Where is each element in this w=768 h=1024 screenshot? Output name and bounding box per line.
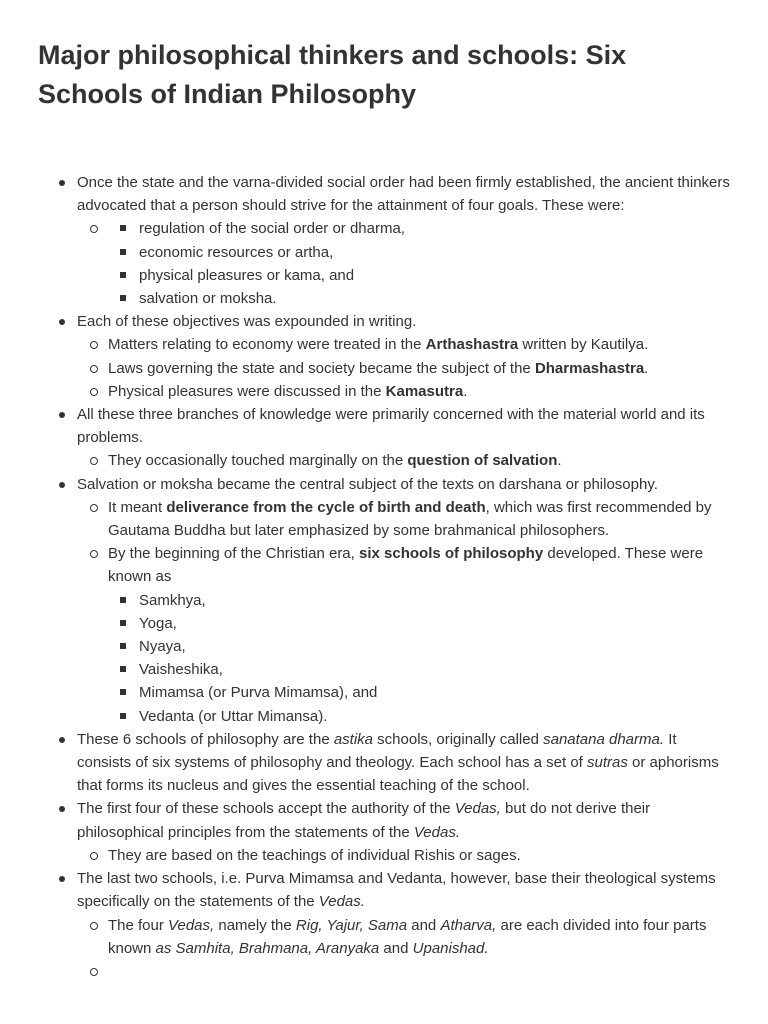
list-item	[38, 403, 730, 473]
sub-list	[77, 496, 730, 728]
item-text: Once the state and the varna-divided social order had been firmly established, the ancient thinkers advocated that a person should strive for the attainment of four goals. These were:	[77, 174, 730, 215]
bold-term: question of salvation	[407, 452, 558, 470]
main-list	[38, 171, 730, 983]
italic-term: sanatana dharma.	[543, 730, 665, 748]
sub-item: Physical pleasures were discussed in the Kamasutra.	[77, 380, 730, 403]
school-item: Samkhya,	[108, 589, 730, 612]
item-text: All these three branches of knowledge were primarily concerned with the material world and its problems.	[77, 406, 705, 447]
school-item: Vaisheshika,	[108, 658, 730, 681]
sub-item: The four Vedas, namely the Rig, Yajur, Sama and Atharva, are each divided into four parts known as Samhita, Brahmana, Aranyaka and Upanishad.	[77, 914, 730, 960]
bold-term: Kamasutra	[385, 382, 464, 400]
sub-list	[77, 914, 730, 984]
sub-item: It meant deliverance from the cycle of birth and death, which was first recommended by Gautama Buddha but later emphasized by some brahmanical philosophers.	[77, 496, 730, 542]
item-text: Each of these objectives was expounded in writing.	[77, 313, 417, 331]
item-text: Salvation or moksha became the central subject of the texts on darshana or philosophy.	[77, 475, 658, 493]
page-title: Major philosophical thinkers and schools: Six Schools of Indian Philosophy	[38, 40, 627, 109]
sub-item: Matters relating to economy were treated in the Arthashastra written by Kautilya.	[77, 333, 730, 356]
italic-term: Vedas,	[454, 800, 501, 818]
bold-term: Dharmashastra	[534, 359, 645, 377]
schools-list	[108, 589, 730, 728]
italic-term: astika	[333, 730, 374, 748]
empty-sub-item	[77, 960, 730, 983]
bold-term: six schools of philosophy	[359, 545, 544, 563]
sub-item: They occasionally touched marginally on the question of salvation.	[77, 449, 730, 472]
goals-list	[108, 217, 730, 310]
list-item: These 6 schools of philosophy are the astika schools, originally called sanatana dharma. It consists of six systems of philosophy and theology. Each school has a set of sutras or aphorisms that forms its nucleus and gives the essential teaching of the school.	[38, 728, 730, 798]
list-item: The first four of these schools accept the authority of the Vedas, but do not derive their philosophical principles from the statements of the Vedas. They are based on the teachings of individual Rishis or sages.	[38, 797, 730, 867]
bold-term: Arthashastra	[425, 336, 519, 354]
sub-list	[77, 844, 730, 867]
italic-term: sutras	[587, 754, 628, 772]
italic-term: Vedas.	[318, 893, 365, 911]
goal-item: regulation of the social order or dharma,	[108, 217, 730, 240]
sub-item: By the beginning of the Christian era, six schools of philosophy developed. These were known as Samkhya, Yoga, Nyaya, Vaisheshika, Mimamsa (or Purva Mimamsa), and Vedanta (or Uttar Mimansa).	[77, 542, 730, 728]
italic-term: Vedas.	[413, 823, 460, 841]
article-body	[38, 171, 730, 983]
goal-item: physical pleasures or kama, and	[108, 264, 730, 287]
sub-item: They are based on the teachings of individual Rishis or sages.	[77, 844, 730, 867]
school-item: Vedanta (or Uttar Mimansa).	[108, 705, 730, 728]
sub-list	[77, 449, 730, 472]
school-item: Yoga,	[108, 612, 730, 635]
list-item	[38, 171, 730, 310]
goal-item: salvation or moksha.	[108, 287, 730, 310]
list-item	[38, 310, 730, 403]
empty-sub-item	[77, 217, 730, 310]
goal-item: economic resources or artha,	[108, 241, 730, 264]
bold-term: deliverance from the cycle of birth and death	[166, 498, 486, 516]
sub-list	[77, 333, 730, 403]
list-item	[38, 473, 730, 728]
school-item: Nyaya,	[108, 635, 730, 658]
list-item: The last two schools, i.e. Purva Mimamsa and Vedanta, however, base their theological systems specifically on the statements of the Vedas. The four Vedas, namely the Rig, Yajur, Sama and Atharva, are each divided into four parts known as Samhita, Brahmana, Aranyaka and Upanishad.	[38, 867, 730, 983]
sub-item: Laws governing the state and society became the subject of the Dharmashastra.	[77, 357, 730, 380]
sub-list	[77, 217, 730, 310]
school-item: Mimamsa (or Purva Mimamsa), and	[108, 681, 730, 704]
